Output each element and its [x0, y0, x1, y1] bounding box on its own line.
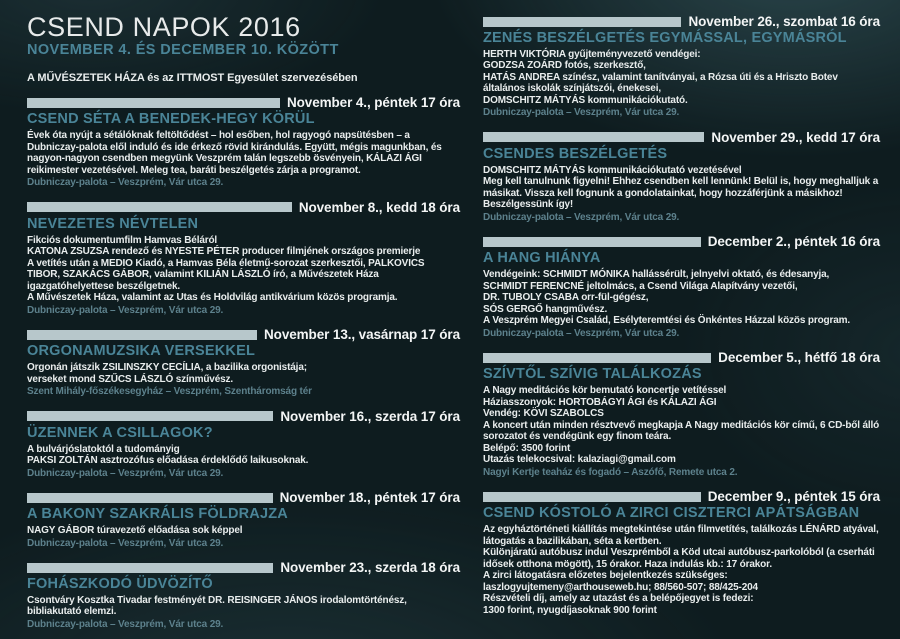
event-text-line: verseket mond SZŰCS LÁSZLÓ színművész.	[27, 373, 234, 385]
organizer-line: A MŰVÉSZETEK HÁZA és az ITTMOST Egyesület szervezésében	[27, 72, 358, 85]
page-subtitle: NOVEMBER 4. ÉS DECEMBER 10. KÖZÖTT	[27, 42, 339, 59]
date-bar-decoration	[27, 493, 273, 503]
event-text-line: GODZSA ZOÁRD fotós, szerkesztő,	[483, 60, 646, 72]
event-date-header	[483, 130, 880, 145]
event-entry	[483, 14, 880, 119]
event-description	[483, 49, 880, 107]
event-text-line: laszlogyujtemeny@arthouseweb.hu; 88/560-507; 88/425-204	[483, 581, 758, 593]
event-venue: Dubniczay-palota – Veszprém, Vár utca 29.	[27, 177, 224, 189]
event-text-line: HERTH VIKTÓRIA gyűjteményvezető vendégei:	[483, 48, 701, 60]
event-date-header	[27, 490, 460, 505]
event-venue: Dubniczay-palota – Veszprém, Vár utca 29.	[483, 107, 680, 119]
date-bar-decoration	[27, 411, 273, 421]
event-entry	[27, 490, 460, 549]
event-text-line: A Nagy meditációs kör bemutató koncertje vetítéssel	[483, 385, 727, 397]
event-text-line: HATÁS ANDREA színész, valamint tanítványai, a Rózsa úti és a Hriszto Botev általános iskolák színjátszói, énekesei,	[483, 71, 838, 95]
event-description	[483, 165, 880, 211]
event-venue: Dubniczay-palota – Veszprém, Vár utca 29.	[483, 211, 680, 223]
date-bar-decoration	[483, 17, 681, 27]
event-description	[483, 269, 880, 327]
event-title: NEVEZETES NÉVTELEN	[27, 215, 199, 232]
event-venue: Nagyi Kertje teaház és fogadó – Aszófő, Remete utca 2.	[483, 466, 738, 478]
event-date: November 8., kedd 18 óra	[298, 199, 460, 215]
event-text-line: Vendég: KÖVI SZABOLCS	[483, 408, 604, 420]
event-entry	[27, 200, 460, 316]
right-column	[483, 13, 880, 639]
date-bar-decoration	[483, 237, 701, 247]
event-text-line: NAGY GÁBOR túravezető előadása sok képpel	[27, 525, 243, 537]
event-venue: Dubniczay-palota – Veszprém, Vár utca 29.	[27, 618, 224, 630]
event-title: A HANG HIÁNYA	[483, 250, 601, 267]
date-bar-decoration	[483, 353, 711, 363]
event-description	[27, 595, 460, 618]
event-description	[27, 235, 460, 304]
event-entry	[27, 560, 460, 630]
event-title: ORGONAMUZSIKA VERSEKKEL	[27, 343, 256, 360]
event-venue: Dubniczay-palota – Veszprém, Vár utca 29.	[27, 467, 224, 479]
event-title: CSEND SÉTA A BENEDEK-HEGY KÖRÜL	[27, 111, 315, 128]
event-title: SZÍVTŐL SZÍVIG TALÁLKOZÁS	[483, 366, 702, 383]
event-text-line: Utazás telekocsival: kalaziagi@gmail.com	[483, 454, 676, 466]
page-title: CSEND NAPOK 2016	[27, 12, 301, 42]
event-entry	[27, 327, 460, 397]
event-date-header	[27, 327, 460, 342]
event-text-line: A Veszprém Megyei Család, Esélyteremtési és Önkéntes Házzal közös program.	[483, 315, 851, 327]
masthead	[27, 13, 460, 84]
event-date: November 26., szombat 16 óra	[688, 14, 880, 29]
event-entry	[27, 409, 460, 479]
event-description	[483, 385, 880, 466]
event-date: November 23., szerda 18 óra	[280, 560, 460, 576]
right-event-list	[483, 14, 880, 616]
event-text-line: 1300 forint, nyugdíjasoknak 900 forint	[483, 604, 657, 616]
event-description	[27, 130, 460, 176]
event-date-header	[483, 14, 880, 29]
event-venue: Dubniczay-palota – Veszprém, Vár utca 29.	[27, 304, 224, 316]
event-text-line: DOMSCHITZ MÁTYÁS kommunikációkutató vezetésével	[483, 164, 742, 176]
event-date: November 16., szerda 17 óra	[280, 408, 460, 424]
event-venue: Dubniczay-palota – Veszprém, Vár utca 29.	[27, 537, 224, 549]
event-text-line: SCHMIDT FERENCNÉ jeltolmács, a Csend Világa Alapítvány vezetői,	[483, 280, 798, 292]
event-text-line: A zirci látogatásra előzetes bejelentkezés szükséges:	[483, 570, 728, 582]
event-title: FOHÁSZKODÓ ÜDVÖZÍTŐ	[27, 576, 213, 593]
event-text-line: Csontváry Kosztka Tivadar festményét DR. REISINGER JÁNOS irodalomtörténész, bibliakutató elemzi.	[27, 594, 407, 618]
event-title: A BAKONY SZAKRÁLIS FÖLDRAJZA	[27, 506, 288, 523]
event-title: CSENDES BESZÉLGETÉS	[483, 145, 668, 162]
event-date: November 13., vasárnap 17 óra	[264, 327, 460, 343]
event-description	[27, 362, 460, 385]
event-text-line: SÓS GERGŐ hangművész.	[483, 303, 608, 315]
event-text-line: DR. TUBOLY CSABA orr-fül-gégész,	[483, 292, 649, 304]
event-entry	[483, 234, 880, 339]
event-date: December 9., péntek 15 óra	[707, 489, 880, 505]
event-text-line: A koncert után minden résztvevő megkapja A Nagy meditációs kör című, 6 CD-ből álló sorozatot és vendégünk egy finom teára.	[483, 419, 880, 443]
left-event-list	[27, 95, 460, 630]
date-bar-decoration	[483, 132, 704, 142]
event-text-line: DOMSCHITZ MÁTYÁS kommunikációkutató.	[483, 94, 688, 106]
event-date: November 4., péntek 17 óra	[287, 95, 460, 111]
date-bar-decoration	[27, 563, 273, 573]
event-text-line: A bulvárjóslatoktól a tudományig	[27, 443, 180, 455]
event-description	[27, 525, 460, 537]
event-date-header	[483, 489, 880, 504]
event-date-header	[27, 200, 460, 215]
event-date-header	[483, 234, 880, 249]
event-description	[483, 524, 880, 616]
event-venue: Szent Mihály-főszékesegyház – Veszprém, Szentháromság tér	[27, 386, 312, 398]
event-entry	[483, 489, 880, 616]
event-description	[27, 444, 460, 467]
event-entry	[483, 130, 880, 223]
event-title: ÜZENNEK A CSILLAGOK?	[27, 424, 213, 441]
event-entry	[27, 95, 460, 188]
event-text-line: Vendégeink: SCHMIDT MÓNIKA hallássérült, jelnyelvi oktató, és édesanyja,	[483, 269, 830, 281]
event-text-line: Az egyháztörténeti kiállítás megtekintése után filmvetítés, találkozás LÉNÁRD atyával, látogatás a bazilikában, séta a kertben.	[483, 524, 879, 547]
event-text-line: PAKSI ZOLTÁN asztrozófus előadása érdeklődő laikusoknak.	[27, 455, 309, 467]
event-date: December 2., péntek 16 óra	[707, 234, 880, 250]
event-title: ZENÉS BESZÉLGETÉS EGYMÁSSAL, EGYMÁSRÓL	[483, 30, 847, 46]
event-text-line: Évek óta nyújt a sétálóknak feltöltődést – hol esőben, hol ragyogó napsütésben – a Dubniczay-palota elől induló és ide érkező rövid kirándulás. Együtt, mégis magunkban, és nagyon-nagyon csendben megyünk Veszprém talán legszebb ösvényein, KÁLAZI ÁGI reikimester vezetésével. Meleg tea, baráti beszélgetés zárja a programot.	[27, 130, 442, 176]
event-text-line: Különjáratú autóbusz indul Veszprémből a Köd utcai autóbusz-parkolóból (a cserháti idősek otthona mögött), 15 órakor. Haza indulás kb.: 17 órakor.	[483, 547, 875, 570]
event-text-line: Orgonán játszik ZSILINSZKY CECÍLIA, a bazilika orgonistája;	[27, 362, 307, 374]
event-date-header	[27, 95, 460, 110]
event-text-line: A Művészetek Háza, valamint az Utas és Holdvilág antikvárium közös programja.	[27, 292, 398, 304]
event-date-header	[27, 560, 460, 575]
left-column	[27, 13, 460, 639]
event-text-line: Belépő: 3500 forint	[483, 442, 571, 454]
event-date-header	[483, 350, 880, 365]
event-date-header	[27, 409, 460, 424]
event-entry	[483, 350, 880, 478]
event-text-line: Meg kell tanulnunk figyelni! Ehhez csendben kell lennünk! Belül is, hogy meghalljuk a másikat. Vissza kell fognunk a gondolatainkat, hogy hozzáférjünk a másikhoz! Beszélgessünk így!	[483, 176, 879, 211]
event-date: November 18., péntek 17 óra	[279, 490, 460, 506]
event-text-line: Részvételi díj, amely az utazást és a belépőjegyet is fedezi:	[483, 593, 754, 605]
event-text-line: KATONA ZSUZSA rendező és NYESTE PÉTER producer filmjének országos premierje	[27, 246, 421, 258]
event-text-line: Fikciós dokumentumfilm Hamvas Béláról	[27, 234, 218, 246]
event-date: December 5., hétfő 18 óra	[718, 350, 880, 366]
event-venue: Dubniczay-palota – Veszprém, Vár utca 29.	[483, 327, 680, 339]
date-bar-decoration	[483, 492, 701, 502]
event-title: CSEND KÓSTOLÓ A ZIRCI CISZTERCI APÁTSÁGBAN	[483, 505, 860, 522]
date-bar-decoration	[27, 202, 292, 212]
date-bar-decoration	[27, 98, 280, 108]
event-date: November 29., kedd 17 óra	[711, 129, 880, 145]
event-text-line: A vetítés után a MEDIO Kiadó, a Hamvas Béla életmű-sorozat szerkesztői, PALKOVICS TIBOR, SZAKÁCS GÁBOR, valamint KILIÁN LÁSZLÓ író, a Művészetek Háza igazgatóhelyettese beszélgetnek.	[27, 257, 425, 292]
event-text-line: Háziasszonyok: HORTOBÁGYI ÁGI és KÁLAZI ÁGI	[483, 396, 717, 408]
date-bar-decoration	[27, 330, 257, 340]
